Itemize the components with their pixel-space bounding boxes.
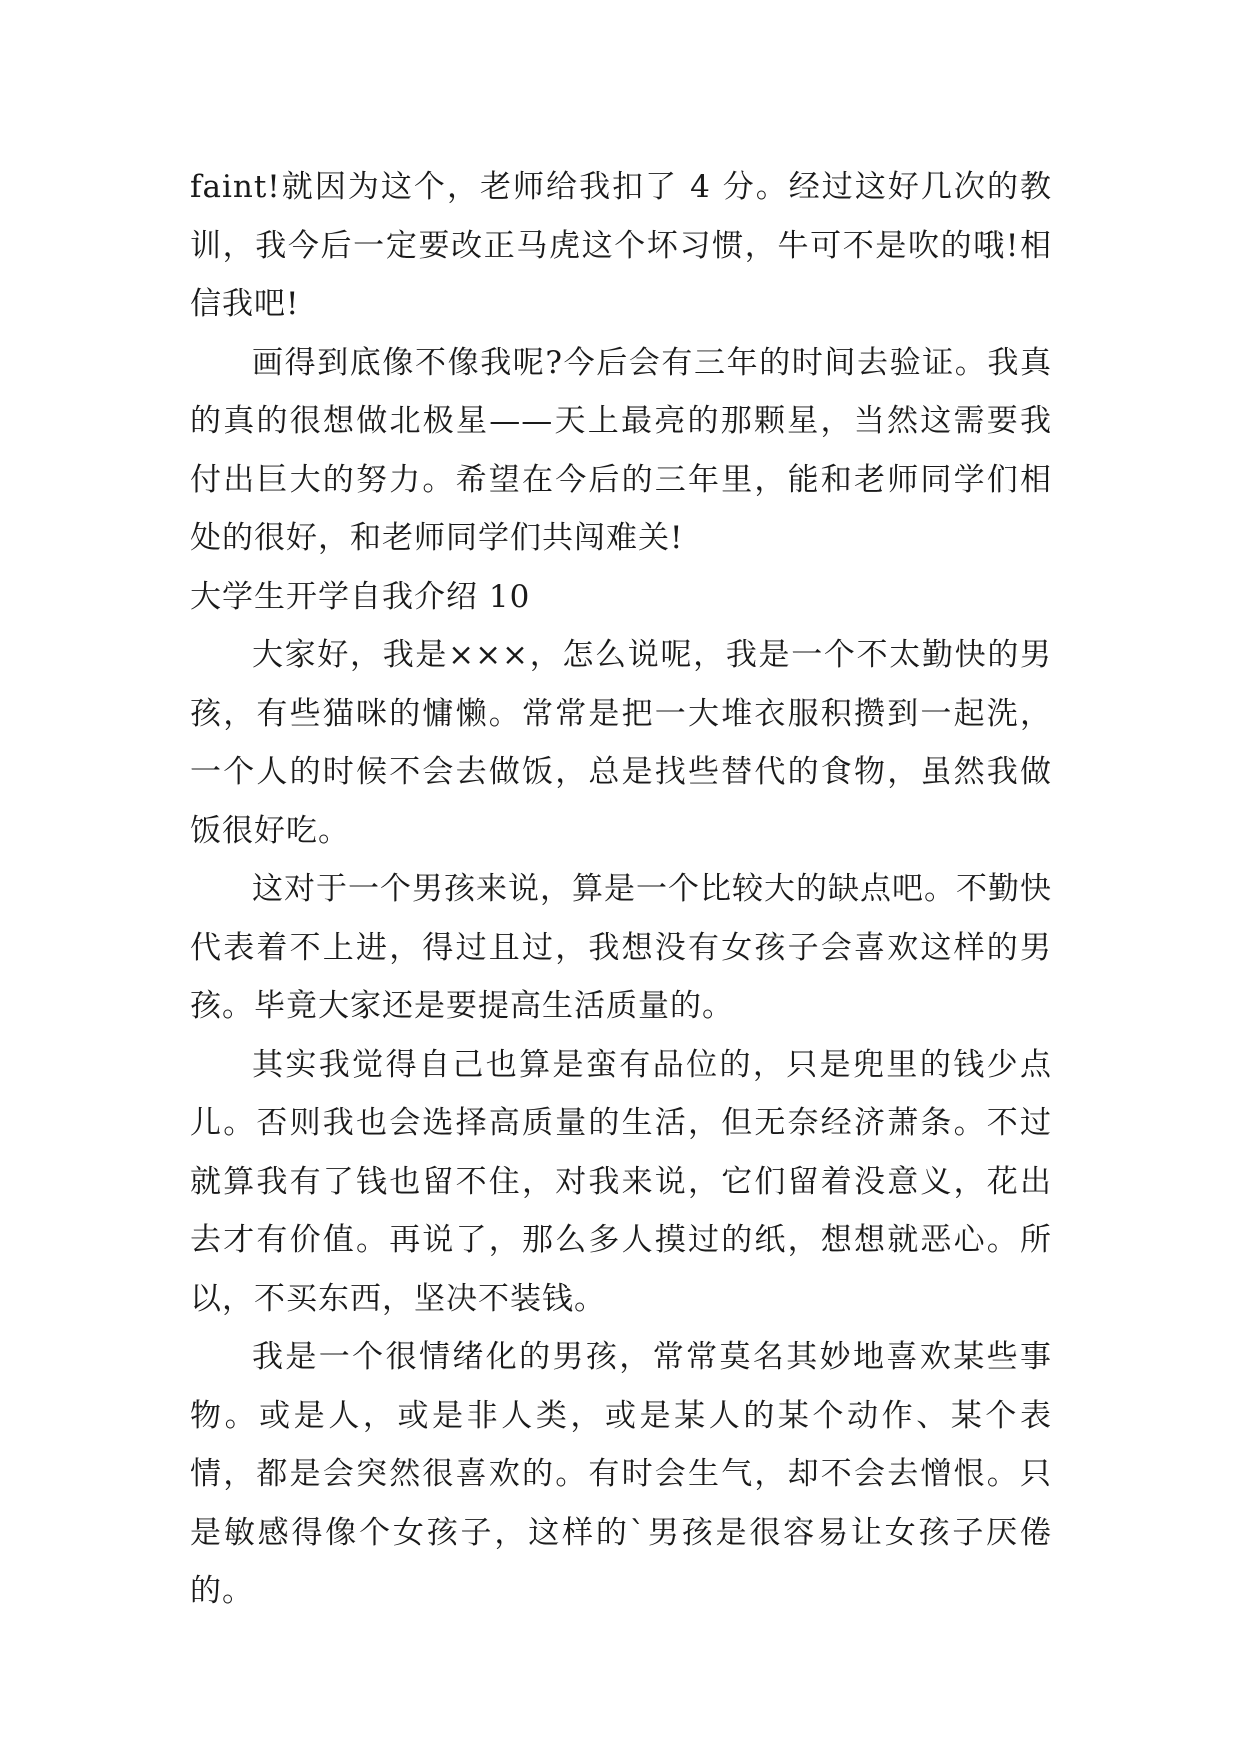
section-paragraph-3: 其实我觉得自己也算是蛮有品位的，只是兜里的钱少点儿。否则我也会选择高质量的生活，但无奈经济萧条。不过就算我有了钱也留不住，对我来说，它们留着没意义，花出去才有价值。再说了，那么多人摸过的纸，想想就恶心。所以，不买东西，坚决不装钱。 <box>190 1046 1052 1317</box>
section-paragraph-2: 这对于一个男孩来说，算是一个比较大的缺点吧。不勤快代表着不上进，得过且过，我想没有女孩子会喜欢这样的男孩。毕竟大家还是要提高生活质量的。 <box>190 871 1052 1024</box>
paragraph-continued: faint!就因为这个，老师给我扣了 4 分。经过这好几次的教训，我今后一定要改正马虎这个坏习惯，牛可不是吹的哦!相信我吧! <box>190 169 1052 322</box>
paragraph-north-star: 画得到底像不像我呢?今后会有三年的时间去验证。我真的真的很想做北极星——天上最亮的那颗星，当然这需要我付出巨大的努力。希望在今后的三年里，能和老师同学们相处的很好，和老师同学们共闯难关! <box>190 344 1052 556</box>
section-title: 大学生开学自我介绍 10 <box>190 578 531 615</box>
section-paragraph-4: 我是一个很情绪化的男孩，常常莫名其妙地喜欢某些事物。或是人，或是非人类，或是某人的某个动作、某个表情，都是会突然很喜欢的。有时会生气，却不会去憎恨。只是敏感得像个女孩子，这样的`男孩是很容易让女孩子厌倦的。 <box>190 1339 1052 1609</box>
section-paragraph-1: 大家好，我是×××，怎么说呢，我是一个不太勤快的男孩，有些猫咪的慵懒。常常是把一大堆衣服积攒到一起洗，一个人的时候不会去做饭，总是找些替代的食物，虽然我做饭很好吃。 <box>190 637 1052 849</box>
document-page <box>190 158 1052 1621</box>
